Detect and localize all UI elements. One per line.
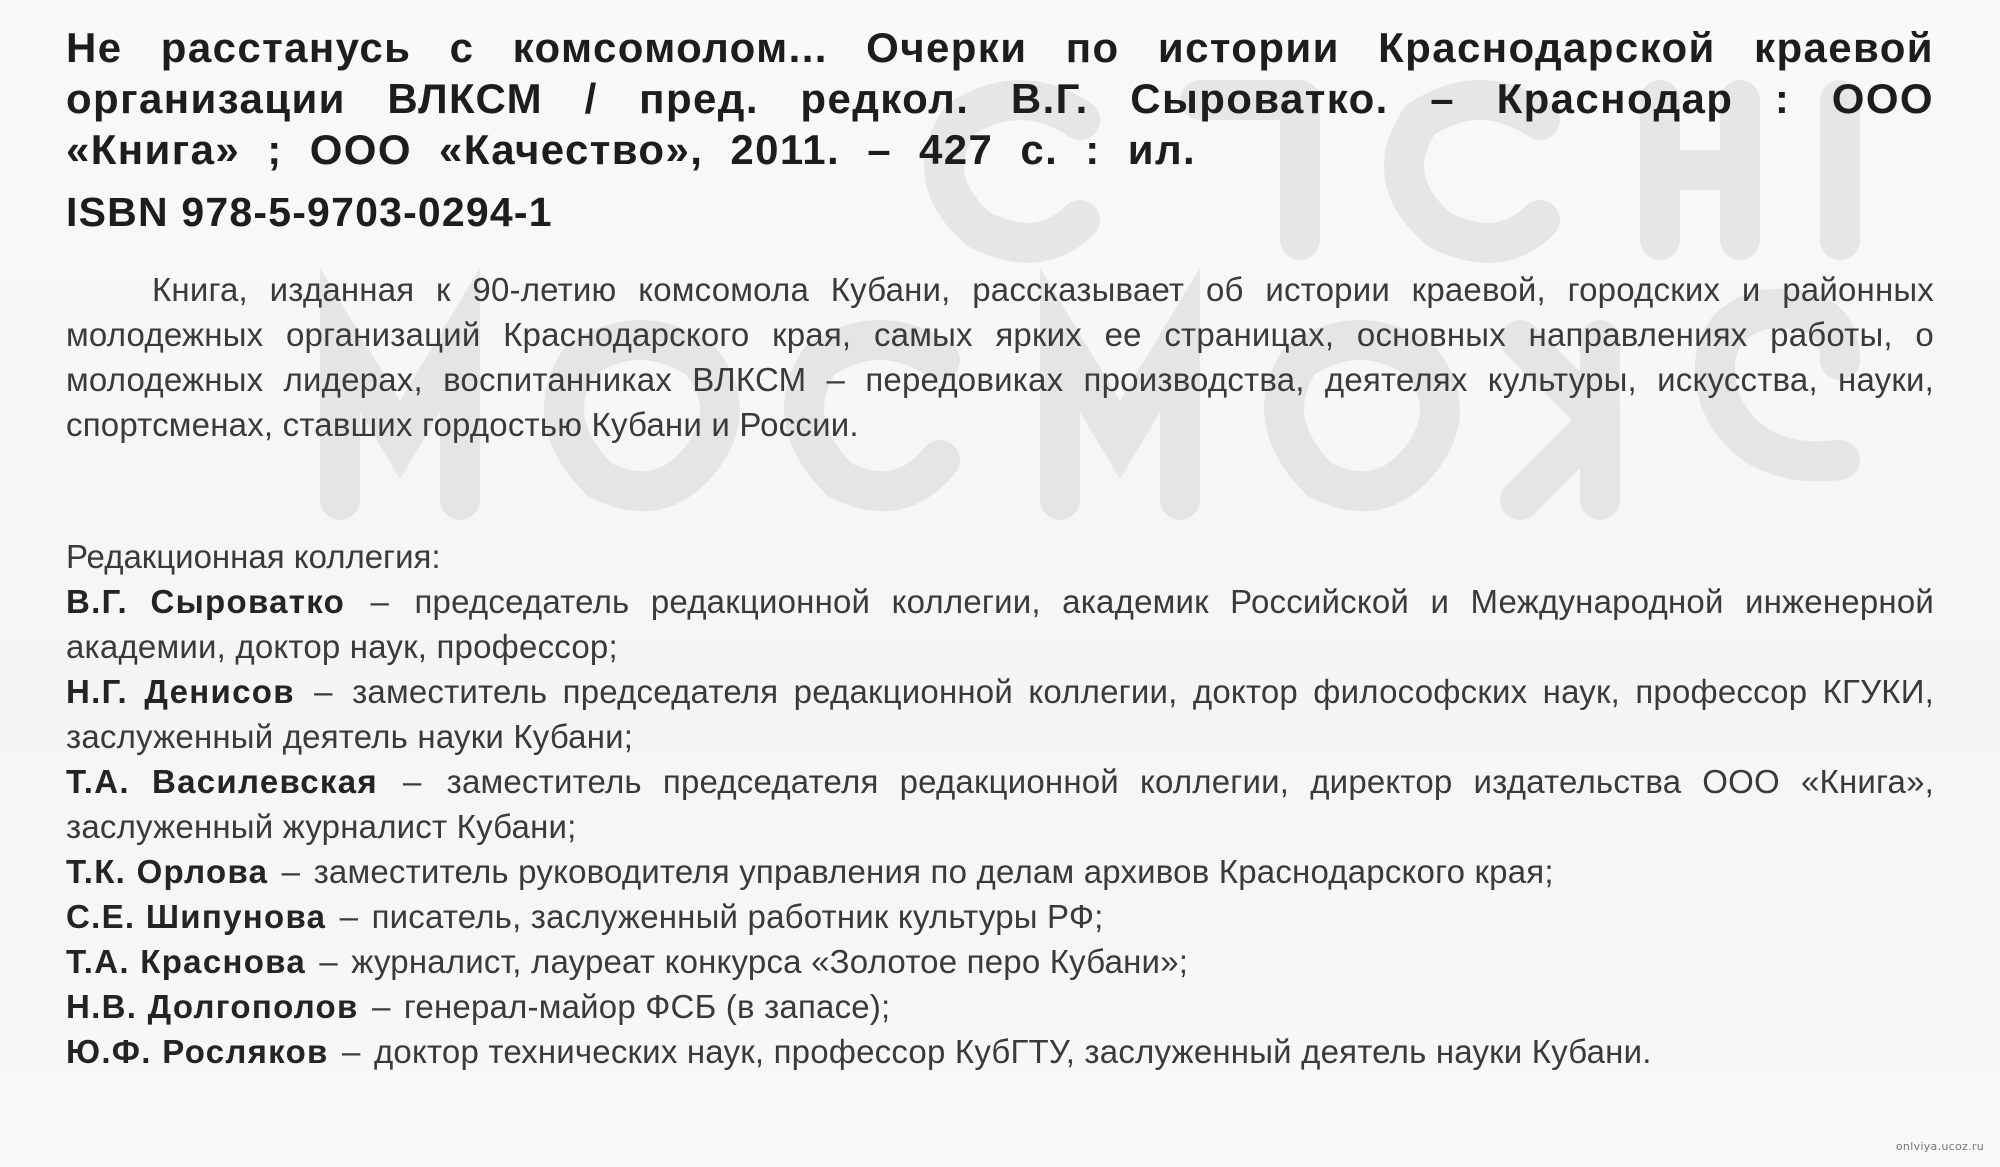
board-member [66, 669, 1934, 759]
board-member [66, 849, 1934, 894]
board-member-name: Т.А. Краснова [66, 943, 306, 980]
board-member [66, 939, 1934, 984]
separator-dash: – [319, 943, 338, 980]
board-member-role: заместитель руководителя управления по делам архивов Краснодарского края; [313, 853, 1554, 890]
catalog-card [66, 22, 1934, 1074]
bibliographic-title: Не расстанусь с комсомолом... Очерки по истории Краснодарской краевой организации ВЛКСМ / пред. редкол. В.Г. Сыроватко. – Краснодар : ООО «Книга» ; ООО «Качество», 2011. – 427 с. : ил. [66, 24, 1934, 173]
board-member [66, 894, 1934, 939]
board-member-role: генерал-майор ФСБ (в запасе); [403, 988, 891, 1025]
board-member [66, 759, 1934, 849]
board-member-name: Т.К. Орлова [66, 853, 269, 890]
board-member-name: Т.А. Василевская [66, 763, 378, 800]
board-member [66, 984, 1934, 1029]
book-annotation: Книга, изданная к 90-летию комсомола Кубани, рассказывает об истории краевой, городских и районных молодежных организаций Краснодарского края, самых ярких ее страницах, основных направлениях работы, о молодежных лидерах, воспитанниках ВЛКСМ – передовиках производства, деятелях культуры, искусства, науки, спортсменах, ставших гордостью Кубани и России. [66, 271, 1934, 443]
editorial-board-list [66, 579, 1934, 1074]
board-member-role: журналист, лауреат конкурса «Золотое перо Кубани»; [351, 943, 1189, 980]
separator-dash: – [402, 763, 422, 800]
board-member-role: заместитель председателя редакционной коллегии, доктор философских наук, профессор КГУКИ, заслуженный деятель науки Кубани; [66, 673, 1934, 755]
board-member-name: Ю.Ф. Росляков [66, 1033, 329, 1070]
separator-dash: – [342, 1033, 361, 1070]
board-member-name: Н.Г. Денисов [66, 673, 295, 710]
board-member-role: заместитель председателя редакционной коллегии, директор издательства ООО «Книга», заслуженный журналист Кубани; [66, 763, 1934, 845]
site-watermark: onlviya.ucoz.ru [1895, 1140, 1984, 1153]
board-member [66, 579, 1934, 669]
board-member-name: С.Е. Шипунова [66, 898, 327, 935]
board-member-role: писатель, заслуженный работник культуры РФ; [371, 898, 1104, 935]
board-member [66, 1029, 1934, 1074]
board-member-role: доктор технических наук, профессор КубГТУ, заслуженный деятель науки Кубани. [373, 1033, 1652, 1070]
board-member-name: Н.В. Долгополов [66, 988, 359, 1025]
separator-dash: – [370, 583, 390, 620]
board-member-role: председатель редакционной коллегии, академик Российской и Международной инженерной академии, доктор наук, профессор; [66, 583, 1935, 665]
separator-dash: – [281, 853, 301, 890]
separator-dash: – [314, 673, 333, 710]
isbn-line: ISBN 978-5-9703-0294-1 [66, 189, 553, 235]
board-member-name: В.Г. Сыроватко [66, 583, 346, 620]
editorial-board-heading: Редакционная коллегия: [66, 538, 441, 575]
separator-dash: – [339, 898, 359, 935]
separator-dash: – [371, 988, 391, 1025]
